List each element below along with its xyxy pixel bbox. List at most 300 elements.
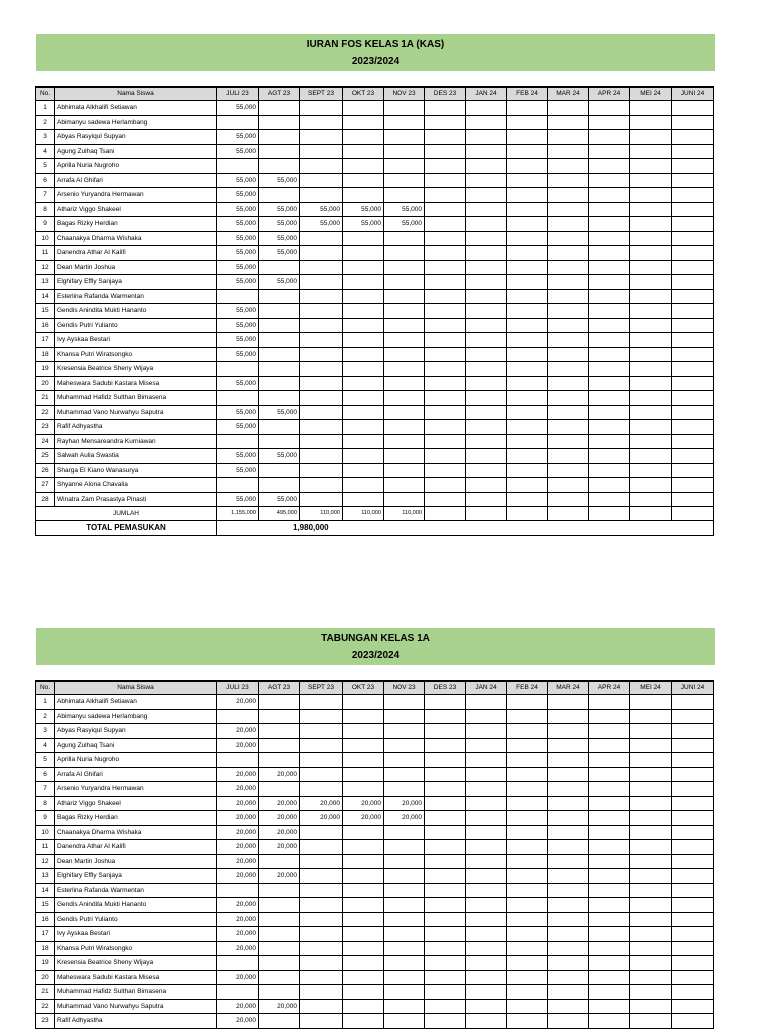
amount-cell bbox=[384, 492, 425, 507]
amount-cell bbox=[425, 985, 466, 1000]
student-name: Chaanakya Dharma Wishaka bbox=[55, 825, 217, 840]
student-name: Bagas Rizky Herdian bbox=[55, 217, 217, 232]
amount-cell bbox=[548, 753, 589, 768]
table-row bbox=[36, 927, 714, 942]
amount-cell bbox=[300, 420, 343, 435]
col-header-month: AGT 23 bbox=[259, 681, 300, 695]
col-header-month: MEI 24 bbox=[630, 87, 672, 101]
amount-cell bbox=[300, 376, 343, 391]
amount-cell bbox=[300, 434, 343, 449]
amount-cell bbox=[630, 492, 672, 507]
table-row bbox=[36, 130, 714, 145]
amount-cell bbox=[425, 782, 466, 797]
kas-total-label: TOTAL PEMASUKAN bbox=[36, 521, 217, 536]
amount-cell bbox=[384, 144, 425, 159]
amount-cell bbox=[425, 362, 466, 377]
amount-cell bbox=[425, 188, 466, 203]
amount-cell: 20,000 bbox=[259, 869, 300, 884]
row-number: 4 bbox=[36, 738, 55, 753]
table-row bbox=[36, 869, 714, 884]
amount-cell bbox=[384, 738, 425, 753]
amount-cell bbox=[589, 188, 630, 203]
amount-cell bbox=[384, 449, 425, 464]
amount-cell bbox=[259, 362, 300, 377]
amount-cell bbox=[630, 318, 672, 333]
table-row bbox=[36, 840, 714, 855]
amount-cell bbox=[343, 738, 384, 753]
amount-cell bbox=[672, 854, 714, 869]
amount-cell bbox=[589, 347, 630, 362]
amount-cell bbox=[300, 492, 343, 507]
amount-cell bbox=[384, 999, 425, 1014]
amount-cell bbox=[343, 260, 384, 275]
row-number: 1 bbox=[36, 101, 55, 116]
student-name: Muhammad Hafidz Sulthan Bimasena bbox=[55, 391, 217, 406]
row-number: 8 bbox=[36, 796, 55, 811]
row-number: 6 bbox=[36, 173, 55, 188]
amount-cell bbox=[300, 260, 343, 275]
col-header-month: DES 23 bbox=[425, 681, 466, 695]
row-number: 15 bbox=[36, 304, 55, 319]
amount-cell bbox=[466, 347, 507, 362]
amount-cell bbox=[672, 275, 714, 290]
student-name: Arsenio Yuryandra Hermawan bbox=[55, 188, 217, 203]
amount-cell bbox=[672, 869, 714, 884]
amount-cell bbox=[425, 333, 466, 348]
amount-cell bbox=[384, 115, 425, 130]
amount-cell: 20,000 bbox=[343, 811, 384, 826]
amount-cell bbox=[425, 1014, 466, 1029]
amount-cell bbox=[548, 202, 589, 217]
amount-cell bbox=[384, 101, 425, 116]
amount-cell bbox=[548, 376, 589, 391]
amount-cell bbox=[672, 767, 714, 782]
amount-cell bbox=[672, 376, 714, 391]
amount-cell bbox=[384, 304, 425, 319]
amount-cell bbox=[466, 724, 507, 739]
amount-cell bbox=[589, 695, 630, 710]
table-row bbox=[36, 811, 714, 826]
amount-cell: 55,000 bbox=[217, 463, 259, 478]
amount-cell bbox=[466, 405, 507, 420]
table-row bbox=[36, 956, 714, 971]
row-number: 3 bbox=[36, 724, 55, 739]
row-number: 2 bbox=[36, 115, 55, 130]
amount-cell bbox=[630, 217, 672, 232]
amount-cell bbox=[300, 188, 343, 203]
amount-cell bbox=[672, 260, 714, 275]
amount-cell bbox=[343, 188, 384, 203]
table-row bbox=[36, 202, 714, 217]
amount-cell bbox=[589, 463, 630, 478]
amount-cell: 20,000 bbox=[217, 695, 259, 710]
amount-cell bbox=[672, 985, 714, 1000]
amount-cell bbox=[425, 434, 466, 449]
amount-cell bbox=[507, 289, 548, 304]
amount-cell bbox=[343, 999, 384, 1014]
table-row bbox=[36, 115, 714, 130]
amount-cell bbox=[425, 753, 466, 768]
jumlah-cell: 110,000 bbox=[300, 507, 343, 521]
amount-cell bbox=[589, 173, 630, 188]
amount-cell bbox=[589, 333, 630, 348]
amount-cell bbox=[507, 883, 548, 898]
amount-cell bbox=[259, 970, 300, 985]
table-row bbox=[36, 753, 714, 768]
jumlah-cell bbox=[630, 507, 672, 521]
amount-cell bbox=[507, 811, 548, 826]
amount-cell bbox=[300, 405, 343, 420]
amount-cell bbox=[466, 463, 507, 478]
amount-cell bbox=[300, 854, 343, 869]
jumlah-cell bbox=[672, 507, 714, 521]
amount-cell bbox=[630, 289, 672, 304]
amount-cell bbox=[384, 434, 425, 449]
amount-cell bbox=[630, 130, 672, 145]
amount-cell: 55,000 bbox=[217, 101, 259, 116]
amount-cell bbox=[259, 289, 300, 304]
jumlah-cell bbox=[425, 507, 466, 521]
student-name: Khansa Putri Wiratsongko bbox=[55, 941, 217, 956]
amount-cell bbox=[259, 304, 300, 319]
amount-cell bbox=[548, 883, 589, 898]
amount-cell: 55,000 bbox=[217, 130, 259, 145]
table-row bbox=[36, 912, 714, 927]
amount-cell bbox=[630, 101, 672, 116]
amount-cell bbox=[507, 999, 548, 1014]
amount-cell bbox=[343, 144, 384, 159]
amount-cell bbox=[425, 695, 466, 710]
amount-cell bbox=[259, 188, 300, 203]
amount-cell bbox=[384, 898, 425, 913]
amount-cell: 20,000 bbox=[384, 811, 425, 826]
amount-cell bbox=[630, 188, 672, 203]
student-name: Maheswara Sadubi Kastara Misesa bbox=[55, 970, 217, 985]
amount-cell bbox=[466, 709, 507, 724]
row-number: 15 bbox=[36, 898, 55, 913]
student-name: Bagas Rizky Herdian bbox=[55, 811, 217, 826]
table-row bbox=[36, 883, 714, 898]
amount-cell bbox=[217, 478, 259, 493]
amount-cell bbox=[259, 782, 300, 797]
amount-cell bbox=[425, 912, 466, 927]
amount-cell: 55,000 bbox=[300, 202, 343, 217]
amount-cell bbox=[259, 347, 300, 362]
amount-cell bbox=[425, 941, 466, 956]
amount-cell bbox=[630, 202, 672, 217]
table-row bbox=[36, 347, 714, 362]
amount-cell: 20,000 bbox=[343, 796, 384, 811]
amount-cell bbox=[384, 405, 425, 420]
row-number: 26 bbox=[36, 463, 55, 478]
amount-cell: 55,000 bbox=[217, 144, 259, 159]
amount-cell bbox=[259, 709, 300, 724]
amount-cell: 20,000 bbox=[259, 811, 300, 826]
amount-cell bbox=[384, 970, 425, 985]
amount-cell bbox=[425, 825, 466, 840]
amount-cell bbox=[548, 304, 589, 319]
amount-cell bbox=[300, 941, 343, 956]
table-row bbox=[36, 695, 714, 710]
col-header-month: NOV 23 bbox=[384, 681, 425, 695]
amount-cell bbox=[548, 289, 589, 304]
amount-cell bbox=[548, 318, 589, 333]
row-number: 1 bbox=[36, 695, 55, 710]
amount-cell bbox=[384, 159, 425, 174]
amount-cell bbox=[672, 202, 714, 217]
student-name: Danendra Athar Al Kalifi bbox=[55, 840, 217, 855]
amount-cell: 55,000 bbox=[217, 202, 259, 217]
student-name: Elghifary Effly Sanjaya bbox=[55, 275, 217, 290]
amount-cell bbox=[384, 767, 425, 782]
amount-cell bbox=[343, 391, 384, 406]
amount-cell bbox=[384, 869, 425, 884]
table-row bbox=[36, 434, 714, 449]
amount-cell bbox=[384, 782, 425, 797]
student-name: Rayhan Mensareandra Kurniawan bbox=[55, 434, 217, 449]
amount-cell bbox=[466, 391, 507, 406]
amount-cell bbox=[507, 101, 548, 116]
student-name: Shyanne Alona Chavalia bbox=[55, 478, 217, 493]
row-number: 4 bbox=[36, 144, 55, 159]
amount-cell bbox=[259, 159, 300, 174]
amount-cell bbox=[384, 275, 425, 290]
amount-cell bbox=[217, 709, 259, 724]
row-number: 19 bbox=[36, 956, 55, 971]
col-header-month: JUNI 24 bbox=[672, 681, 714, 695]
amount-cell bbox=[300, 738, 343, 753]
amount-cell bbox=[384, 318, 425, 333]
amount-cell bbox=[300, 869, 343, 884]
jumlah-cell bbox=[466, 507, 507, 521]
student-name: Rafif Adhyastha bbox=[55, 420, 217, 435]
amount-cell bbox=[630, 883, 672, 898]
amount-cell bbox=[384, 289, 425, 304]
amount-cell bbox=[343, 970, 384, 985]
amount-cell bbox=[507, 941, 548, 956]
amount-cell bbox=[548, 391, 589, 406]
kas-title: IURAN FOS KELAS 1A (KAS) bbox=[306, 39, 445, 50]
kas-year: 2023/2024 bbox=[351, 56, 400, 67]
amount-cell bbox=[343, 159, 384, 174]
student-name: Esterlina Rafanda Warmentan bbox=[55, 883, 217, 898]
amount-cell bbox=[672, 391, 714, 406]
table-row bbox=[36, 188, 714, 203]
col-header-month: MAR 24 bbox=[548, 681, 589, 695]
col-header-month: OKT 23 bbox=[343, 87, 384, 101]
amount-cell bbox=[589, 956, 630, 971]
amount-cell bbox=[425, 217, 466, 232]
col-header-month: JULI 23 bbox=[217, 681, 259, 695]
amount-cell: 55,000 bbox=[259, 405, 300, 420]
student-name: Gendis Putri Yulianto bbox=[55, 912, 217, 927]
amount-cell bbox=[548, 1014, 589, 1029]
amount-cell bbox=[672, 347, 714, 362]
amount-cell bbox=[589, 449, 630, 464]
amount-cell bbox=[259, 898, 300, 913]
amount-cell bbox=[425, 724, 466, 739]
col-header-month: JULI 23 bbox=[217, 87, 259, 101]
row-number: 28 bbox=[36, 492, 55, 507]
row-number: 5 bbox=[36, 159, 55, 174]
amount-cell: 20,000 bbox=[217, 941, 259, 956]
row-number: 13 bbox=[36, 275, 55, 290]
amount-cell bbox=[630, 405, 672, 420]
amount-cell bbox=[217, 956, 259, 971]
amount-cell bbox=[630, 912, 672, 927]
amount-cell bbox=[425, 898, 466, 913]
col-header-month: SEPT 23 bbox=[300, 681, 343, 695]
amount-cell bbox=[259, 854, 300, 869]
amount-cell bbox=[507, 985, 548, 1000]
col-header-month: NOV 23 bbox=[384, 87, 425, 101]
student-name: Agung Zulhaq Tsani bbox=[55, 144, 217, 159]
amount-cell bbox=[672, 927, 714, 942]
amount-cell bbox=[259, 260, 300, 275]
amount-cell bbox=[466, 767, 507, 782]
table-row bbox=[36, 941, 714, 956]
amount-cell bbox=[300, 449, 343, 464]
amount-cell bbox=[630, 478, 672, 493]
row-number: 10 bbox=[36, 231, 55, 246]
amount-cell bbox=[672, 231, 714, 246]
amount-cell bbox=[425, 883, 466, 898]
table-row bbox=[36, 173, 714, 188]
amount-cell bbox=[548, 478, 589, 493]
amount-cell bbox=[300, 275, 343, 290]
amount-cell bbox=[384, 724, 425, 739]
amount-cell bbox=[425, 260, 466, 275]
amount-cell bbox=[466, 811, 507, 826]
table-row bbox=[36, 449, 714, 464]
amount-cell: 55,000 bbox=[217, 333, 259, 348]
table-row bbox=[36, 318, 714, 333]
amount-cell bbox=[217, 753, 259, 768]
row-number: 12 bbox=[36, 260, 55, 275]
amount-cell bbox=[300, 767, 343, 782]
amount-cell bbox=[259, 463, 300, 478]
amount-cell bbox=[425, 347, 466, 362]
table-row bbox=[36, 1014, 714, 1029]
amount-cell bbox=[672, 115, 714, 130]
table-row bbox=[36, 420, 714, 435]
amount-cell bbox=[384, 927, 425, 942]
student-name: Rafif Adhyastha bbox=[55, 1014, 217, 1029]
amount-cell bbox=[384, 854, 425, 869]
amount-cell bbox=[466, 898, 507, 913]
row-number: 23 bbox=[36, 420, 55, 435]
amount-cell bbox=[466, 985, 507, 1000]
amount-cell bbox=[259, 912, 300, 927]
table-row bbox=[36, 217, 714, 232]
amount-cell bbox=[300, 246, 343, 261]
amount-cell bbox=[548, 985, 589, 1000]
amount-cell bbox=[466, 738, 507, 753]
amount-cell bbox=[672, 217, 714, 232]
amount-cell bbox=[343, 101, 384, 116]
amount-cell bbox=[466, 449, 507, 464]
amount-cell bbox=[589, 753, 630, 768]
amount-cell bbox=[630, 115, 672, 130]
amount-cell bbox=[300, 304, 343, 319]
amount-cell bbox=[507, 144, 548, 159]
amount-cell: 20,000 bbox=[217, 724, 259, 739]
col-header-month: JUNI 24 bbox=[672, 87, 714, 101]
amount-cell bbox=[300, 927, 343, 942]
col-header-month: APR 24 bbox=[589, 681, 630, 695]
amount-cell: 20,000 bbox=[217, 854, 259, 869]
amount-cell bbox=[343, 289, 384, 304]
amount-cell bbox=[425, 420, 466, 435]
amount-cell bbox=[343, 492, 384, 507]
amount-cell bbox=[343, 709, 384, 724]
amount-cell bbox=[507, 304, 548, 319]
amount-cell bbox=[548, 999, 589, 1014]
student-name: Abimanyu sadewa Herlambang bbox=[55, 709, 217, 724]
amount-cell bbox=[507, 347, 548, 362]
amount-cell bbox=[672, 898, 714, 913]
amount-cell bbox=[589, 767, 630, 782]
amount-cell bbox=[672, 405, 714, 420]
amount-cell: 55,000 bbox=[217, 217, 259, 232]
amount-cell bbox=[384, 709, 425, 724]
amount-cell bbox=[300, 825, 343, 840]
amount-cell bbox=[589, 738, 630, 753]
amount-cell bbox=[507, 709, 548, 724]
amount-cell bbox=[466, 130, 507, 145]
amount-cell bbox=[672, 825, 714, 840]
amount-cell: 55,000 bbox=[259, 246, 300, 261]
amount-cell bbox=[466, 217, 507, 232]
amount-cell bbox=[672, 782, 714, 797]
amount-cell bbox=[630, 376, 672, 391]
amount-cell bbox=[300, 782, 343, 797]
amount-cell bbox=[259, 115, 300, 130]
table-row bbox=[36, 231, 714, 246]
amount-cell bbox=[589, 927, 630, 942]
row-number: 14 bbox=[36, 883, 55, 898]
table-row bbox=[36, 738, 714, 753]
table-row bbox=[36, 101, 714, 116]
amount-cell: 55,000 bbox=[259, 173, 300, 188]
amount-cell: 20,000 bbox=[217, 796, 259, 811]
amount-cell bbox=[507, 927, 548, 942]
col-header-month: JAN 24 bbox=[466, 681, 507, 695]
amount-cell bbox=[343, 695, 384, 710]
student-name: Sharga El Kiano Wanasurya bbox=[55, 463, 217, 478]
amount-cell bbox=[300, 231, 343, 246]
amount-cell bbox=[672, 738, 714, 753]
student-name: Arsenio Yuryandra Hermawan bbox=[55, 782, 217, 797]
kas-table bbox=[35, 86, 714, 536]
amount-cell bbox=[548, 130, 589, 145]
amount-cell bbox=[589, 724, 630, 739]
amount-cell bbox=[466, 1014, 507, 1029]
tabungan-title-banner bbox=[36, 628, 715, 665]
amount-cell bbox=[384, 753, 425, 768]
amount-cell: 20,000 bbox=[259, 999, 300, 1014]
student-name: Muhammad Vano Nurwahyu Saputra bbox=[55, 405, 217, 420]
table-row bbox=[36, 333, 714, 348]
amount-cell bbox=[507, 753, 548, 768]
amount-cell bbox=[630, 362, 672, 377]
amount-cell bbox=[589, 709, 630, 724]
amount-cell bbox=[589, 275, 630, 290]
amount-cell bbox=[343, 434, 384, 449]
amount-cell bbox=[672, 941, 714, 956]
amount-cell bbox=[259, 738, 300, 753]
row-number: 23 bbox=[36, 1014, 55, 1029]
